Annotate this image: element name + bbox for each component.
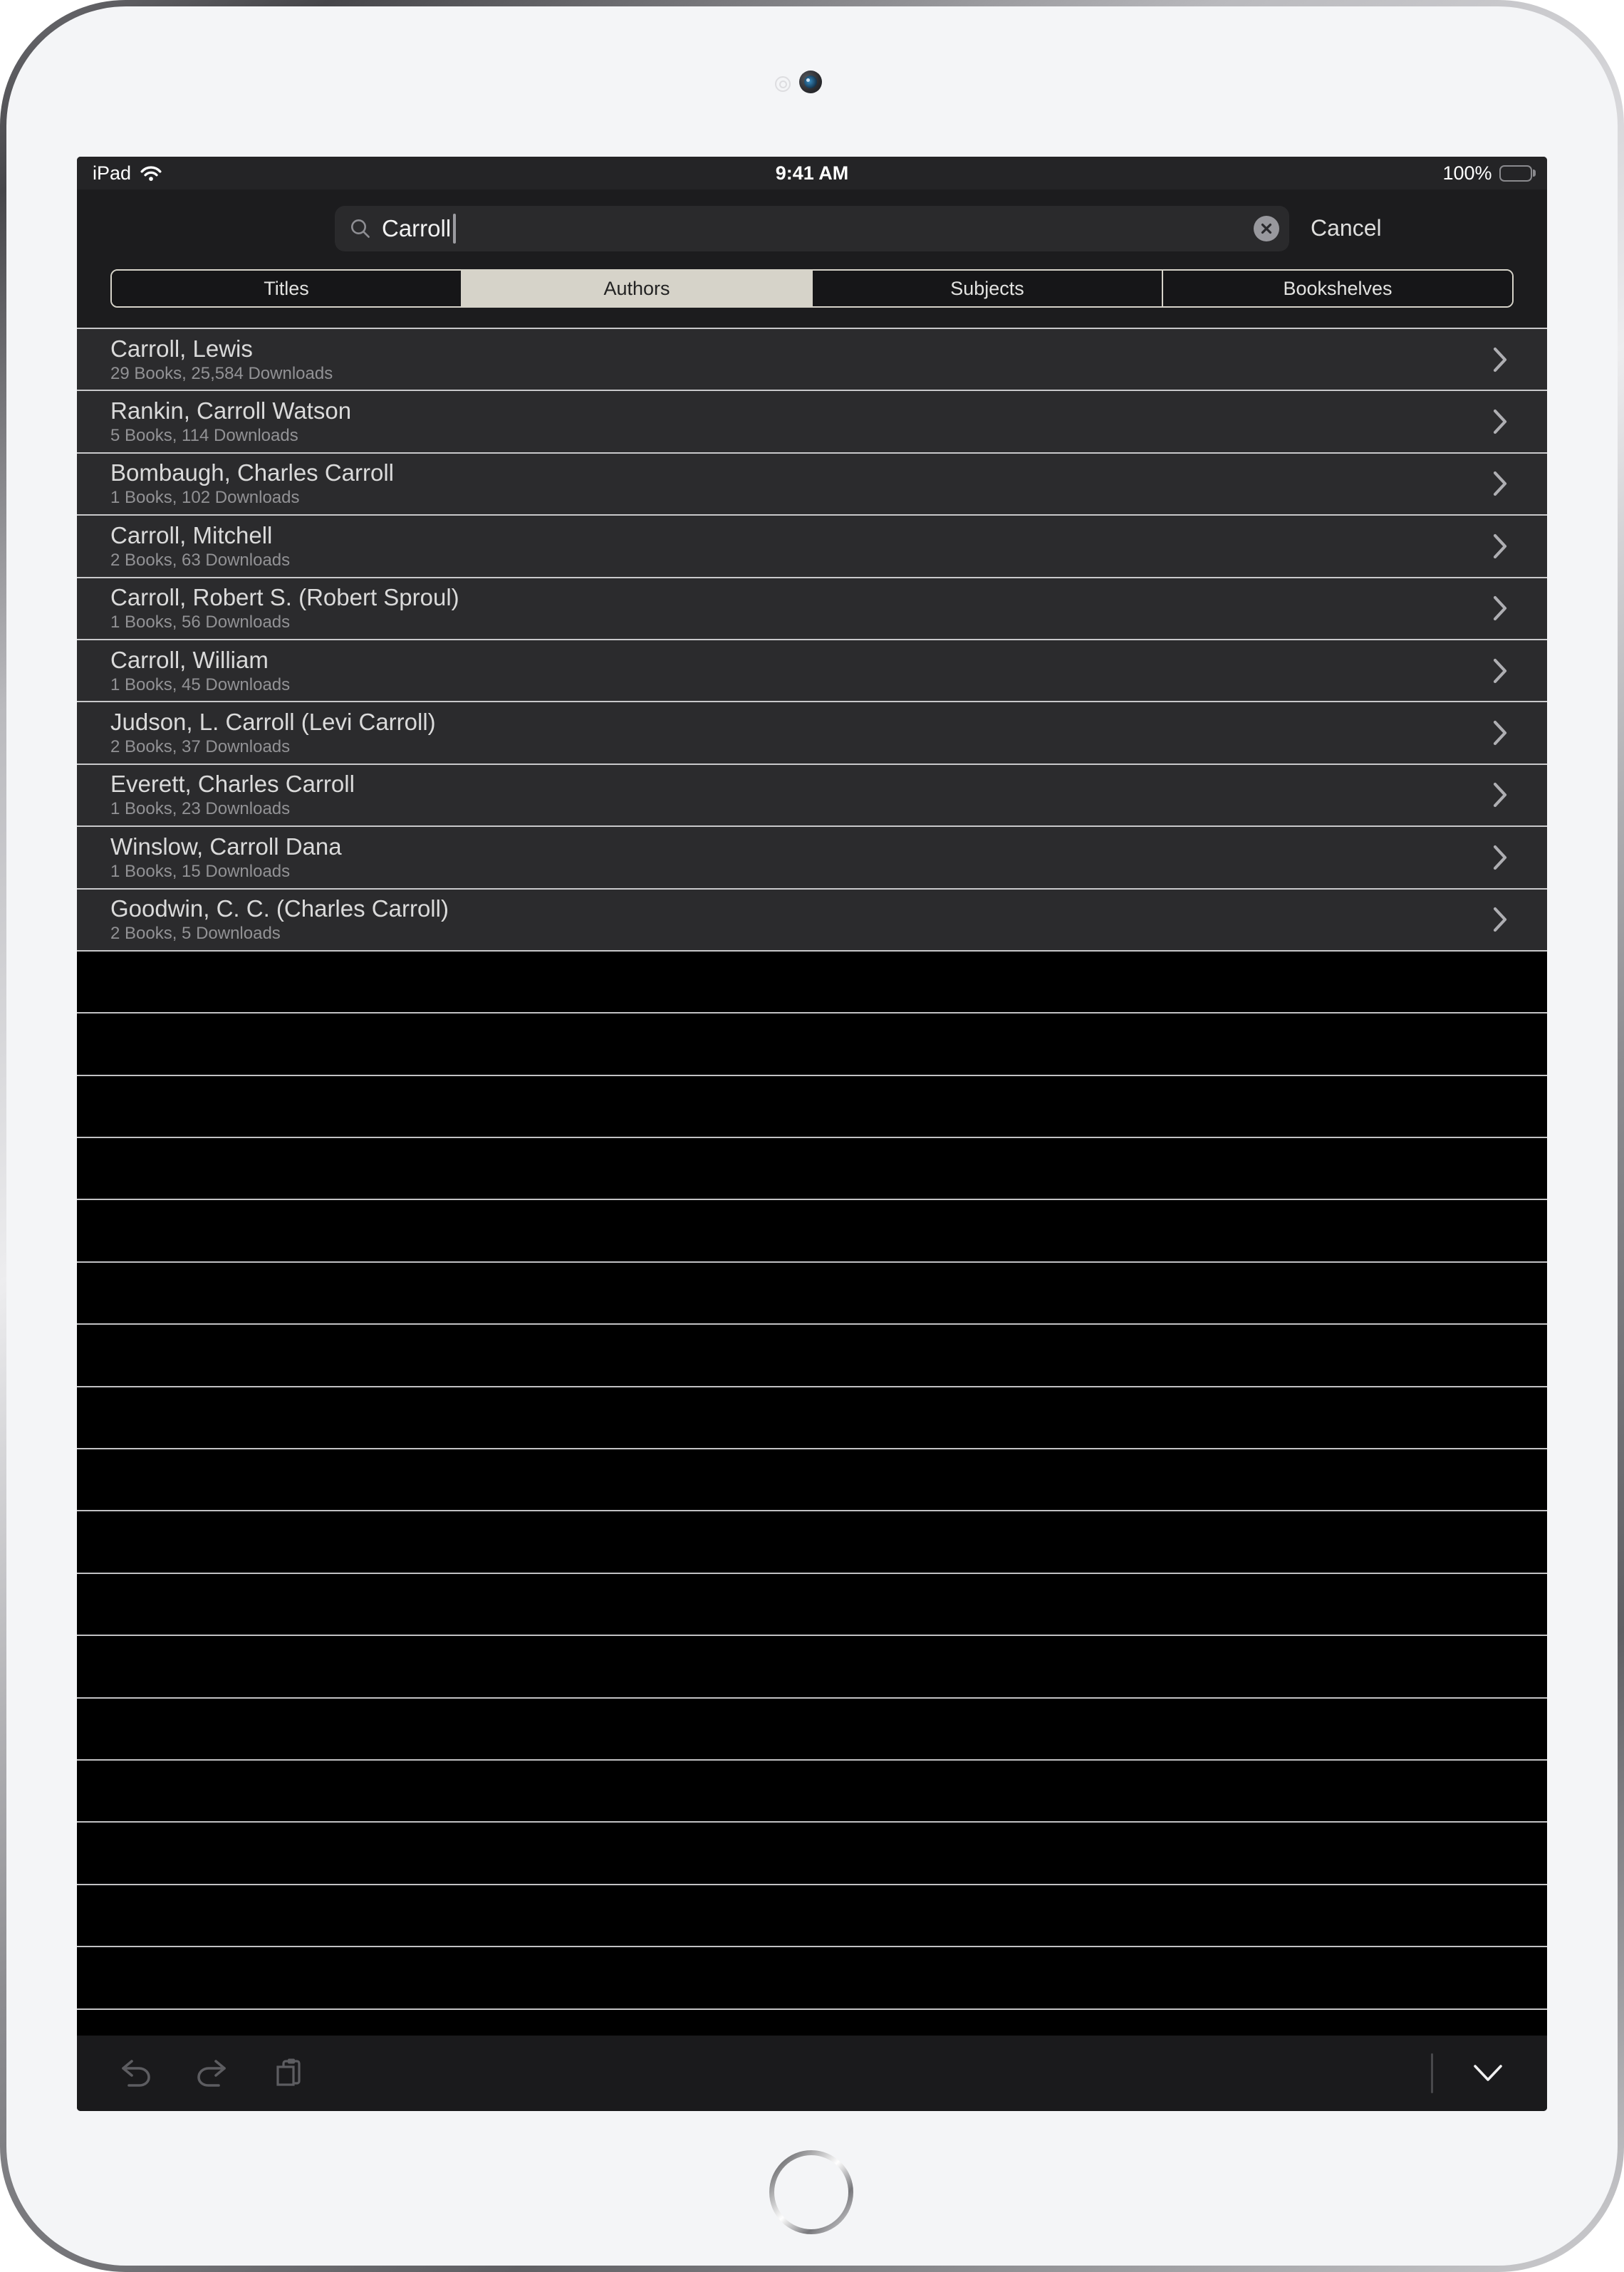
empty-row <box>77 1823 1547 1885</box>
search-input[interactable] <box>335 206 1289 251</box>
author-detail: 29 Books, 25,584 Downloads <box>110 363 333 383</box>
empty-row <box>77 1263 1547 1325</box>
empty-row <box>77 1449 1547 1511</box>
author-name: Bombaugh, Charles Carroll <box>110 459 395 486</box>
close-icon <box>1259 222 1274 236</box>
empty-row <box>77 1947 1547 2009</box>
empty-row <box>77 1761 1547 1823</box>
author-row[interactable] <box>77 329 1547 391</box>
author-detail: 1 Books, 56 Downloads <box>110 613 291 632</box>
author-detail: 5 Books, 114 Downloads <box>110 426 298 446</box>
author-results-list <box>77 328 1547 952</box>
toolbar-divider <box>1431 2053 1433 2093</box>
empty-row <box>77 1325 1547 1387</box>
dismiss-keyboard-button[interactable] <box>1470 2061 1506 2085</box>
search-bar-area <box>77 189 1547 267</box>
chevron-right-icon <box>1492 905 1509 934</box>
status-bar <box>77 157 1547 189</box>
empty-row <box>77 952 1547 1013</box>
author-detail: 1 Books, 102 Downloads <box>110 488 300 508</box>
chevron-right-icon <box>1492 593 1509 623</box>
chevron-right-icon <box>1492 407 1509 437</box>
empty-row <box>77 1138 1547 1200</box>
chevron-right-icon <box>1492 469 1509 499</box>
tab-titles[interactable]: Titles <box>112 271 462 306</box>
empty-row <box>77 1511 1547 1573</box>
author-row[interactable] <box>77 827 1547 889</box>
clear-search-button[interactable] <box>1254 216 1279 241</box>
author-row[interactable] <box>77 516 1547 578</box>
chevron-right-icon <box>1492 843 1509 872</box>
empty-row <box>77 1885 1547 1947</box>
redo-icon <box>195 2056 229 2090</box>
chevron-right-icon <box>1492 531 1509 561</box>
author-detail: 2 Books, 63 Downloads <box>110 550 291 570</box>
ambient-light-sensor <box>775 76 791 92</box>
tab-subjects[interactable]: Subjects <box>813 271 1163 306</box>
author-detail: 1 Books, 45 Downloads <box>110 674 291 694</box>
empty-row <box>77 1574 1547 1636</box>
empty-results-region <box>77 952 1547 2036</box>
author-row[interactable] <box>77 702 1547 764</box>
text-cursor <box>453 214 456 244</box>
search-scope-segmented-control <box>110 269 1514 308</box>
chevron-right-icon <box>1492 780 1509 810</box>
chevron-right-icon <box>1492 656 1509 686</box>
cancel-button[interactable]: Cancel <box>1311 215 1382 241</box>
author-row[interactable] <box>77 454 1547 516</box>
app-screen <box>77 157 1547 2111</box>
author-name: Winslow, Carroll Dana <box>110 833 342 860</box>
empty-row <box>77 1636 1547 1698</box>
paste-icon <box>272 2056 306 2090</box>
chevron-right-icon <box>1492 345 1509 375</box>
front-camera <box>799 71 822 93</box>
keyboard-shortcut-toolbar <box>77 2036 1547 2111</box>
author-name: Judson, L. Carroll (Levi Carroll) <box>110 709 436 736</box>
home-button[interactable] <box>769 2150 853 2234</box>
redo-button[interactable] <box>195 2056 229 2090</box>
empty-row <box>77 1200 1547 1262</box>
author-row[interactable] <box>77 391 1547 453</box>
empty-row <box>77 1076 1547 1138</box>
chevron-down-icon <box>1470 2061 1506 2085</box>
battery-percent: 100% <box>1442 162 1492 184</box>
carrier-label: iPad <box>93 162 132 184</box>
author-row[interactable] <box>77 765 1547 827</box>
search-icon <box>349 217 372 240</box>
chevron-right-icon <box>1492 718 1509 748</box>
author-detail: 1 Books, 15 Downloads <box>110 861 291 881</box>
paste-button[interactable] <box>272 2056 306 2090</box>
author-row[interactable] <box>77 578 1547 640</box>
author-name: Goodwin, C. C. (Charles Carroll) <box>110 895 449 922</box>
author-row[interactable] <box>77 890 1547 952</box>
undo-icon <box>118 2056 152 2090</box>
tab-authors[interactable]: Authors <box>462 271 813 306</box>
search-query-text: Carroll <box>382 214 452 241</box>
empty-row <box>77 1013 1547 1075</box>
author-detail: 2 Books, 5 Downloads <box>110 924 281 944</box>
author-detail: 1 Books, 23 Downloads <box>110 799 291 819</box>
empty-row <box>77 1699 1547 1761</box>
author-name: Everett, Charles Carroll <box>110 771 355 798</box>
author-name: Carroll, Mitchell <box>110 521 273 548</box>
clock: 9:41 AM <box>775 162 849 184</box>
author-detail: 2 Books, 37 Downloads <box>110 737 291 757</box>
tab-bookshelves[interactable]: Bookshelves <box>1163 271 1512 306</box>
empty-row <box>77 1387 1547 1449</box>
segmented-control-area <box>77 267 1547 328</box>
author-row[interactable] <box>77 640 1547 702</box>
undo-button[interactable] <box>118 2056 152 2090</box>
author-name: Carroll, Lewis <box>110 335 253 362</box>
author-name: Carroll, Robert S. (Robert Sproul) <box>110 584 459 611</box>
author-name: Rankin, Carroll Watson <box>110 397 352 424</box>
author-name: Carroll, William <box>110 646 269 673</box>
